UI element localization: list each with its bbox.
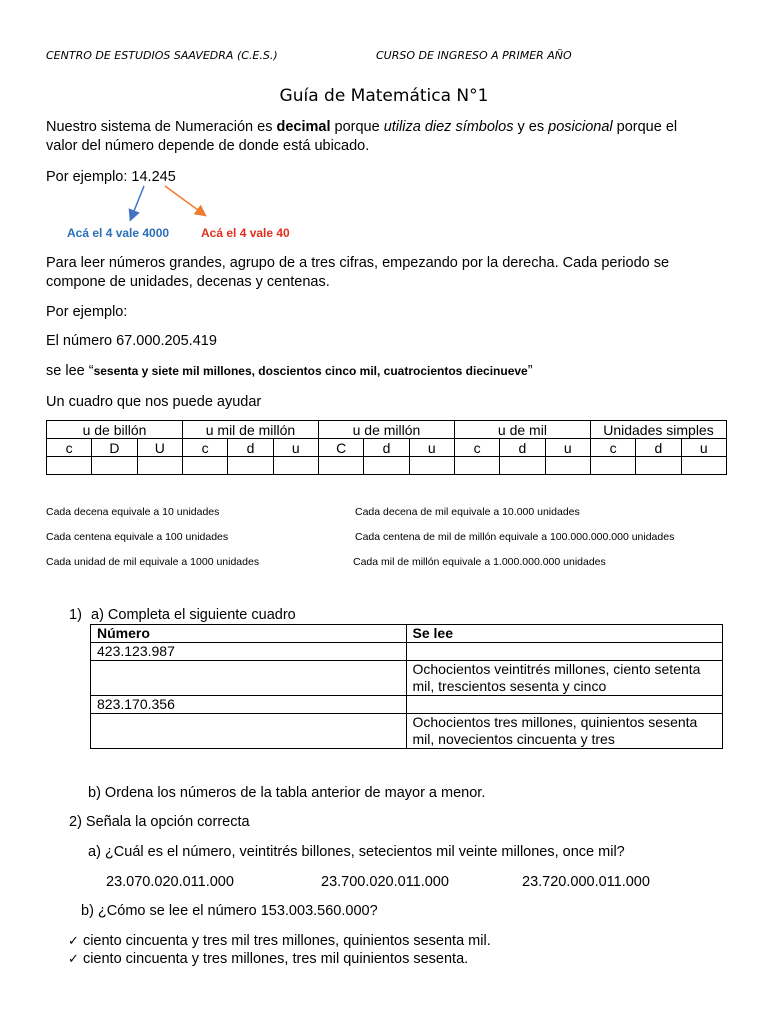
cell-reads-blank[interactable] [406, 643, 723, 661]
sub-header: u [273, 439, 318, 457]
sub-header: d [228, 439, 273, 457]
col-header-reads: Se lee [406, 625, 723, 643]
option-b-1[interactable] [68, 932, 491, 950]
empty-cell[interactable] [590, 457, 635, 475]
intro-italic-1: utiliza diez símbolos [383, 119, 514, 135]
sub-header: U [137, 439, 182, 457]
option-a-1[interactable]: 23.070.020.011.000 [106, 874, 234, 890]
group-simples: Unidades simples [590, 421, 726, 439]
exercise2-question-b: b) ¿Cómo se lee el número 153.003.560.000? [81, 903, 378, 919]
reading-bold: sesenta y siete mil millones, doscientos cinco mil, cuatrocientos diecinueve [93, 364, 528, 378]
arrows-diagram [120, 183, 220, 225]
exercise1-part-b: b) Ordena los números de la tabla anterior de mayor a menor. [88, 785, 486, 801]
sub-header: c [454, 439, 499, 457]
exercise2-title: 2) Señala la opción correcta [69, 814, 250, 830]
equiv-left-1: Cada decena equivale a 10 unidades [46, 506, 220, 518]
option-a-3[interactable]: 23.720.000.011.000 [522, 874, 650, 890]
group-mil-millon: u mil de millón [182, 421, 318, 439]
col-header-number: Número [91, 625, 407, 643]
option-b-2[interactable] [68, 950, 468, 968]
option-b-1-label: ciento cincuenta y tres mil tres millones, quinientos sesenta mil. [82, 933, 491, 949]
note-40: Acá el 4 vale 40 [201, 226, 290, 240]
place-value-table [46, 420, 727, 475]
note-4000: Acá el 4 vale 4000 [67, 226, 170, 240]
equiv-right-3: Cada mil de millón equivale a 1.000.000.000 unidades [353, 556, 606, 568]
cell-number-blank[interactable] [91, 714, 407, 749]
sub-header: D [92, 439, 137, 457]
exercise1-part-a: a) Completa el siguiente cuadro [91, 607, 296, 623]
sub-header: C [318, 439, 363, 457]
page-title: Guía de Matemática N°1 [279, 86, 489, 106]
blue-arrow [132, 186, 144, 216]
cell-reads-blank[interactable] [406, 696, 723, 714]
group-mil: u de mil [454, 421, 590, 439]
intro-text-1: Nuestro sistema de Numeración es [46, 119, 277, 135]
example2-reading [46, 362, 533, 380]
sub-header: u [681, 439, 726, 457]
example2-label: Por ejemplo: [46, 304, 128, 320]
equiv-left-3: Cada unidad de mil equivale a 1000 unidades [46, 556, 260, 568]
reading-prefix: se lee “ [46, 363, 94, 379]
cell-reads: Ochocientos veintitrés millones, ciento setenta mil, trescientos sesenta y cinco [406, 661, 723, 696]
para2-line-1: Para leer números grandes, agrupo de a tres cifras, empezando por la derecha. Cada periodo se [46, 255, 670, 271]
option-b-2-label: ciento cincuenta y tres millones, tres mil quinientos sesenta. [82, 951, 469, 967]
empty-cell[interactable] [681, 457, 726, 475]
intro-line-2: valor del número depende de donde está ubicado. [46, 138, 370, 154]
empty-cell[interactable] [137, 457, 182, 475]
exercise1-table [90, 624, 723, 749]
intro-text-2: porque [330, 119, 384, 135]
intro-bold-decimal: decimal [276, 119, 331, 135]
empty-cell[interactable] [92, 457, 137, 475]
sub-header: u [545, 439, 590, 457]
sub-header: d [500, 439, 545, 457]
sub-header: c [47, 439, 92, 457]
empty-cell[interactable] [500, 457, 545, 475]
empty-cell[interactable] [545, 457, 590, 475]
header-course: CURSO DE INGRESO A PRIMER AÑO [376, 49, 572, 62]
empty-cell[interactable] [364, 457, 409, 475]
intro-line-1 [46, 118, 736, 136]
sub-header: c [182, 439, 227, 457]
example2-number: El número 67.000.205.419 [46, 333, 217, 349]
group-millon: u de millón [318, 421, 454, 439]
cell-reads: Ochocientos tres millones, quinientos sesenta mil, novecientos cincuenta y tres [406, 714, 723, 749]
exercise2-question-a: a) ¿Cuál es el número, veintitrés billones, setecientos mil veinte millones, once mil? [88, 844, 625, 860]
cell-number: 423.123.987 [91, 643, 407, 661]
empty-cell[interactable] [182, 457, 227, 475]
cell-number: 823.170.356 [91, 696, 407, 714]
intro-text-4: porque el [612, 119, 678, 135]
exercise1-number: 1) [69, 607, 82, 623]
empty-cell[interactable] [318, 457, 363, 475]
helper-title: Un cuadro que nos puede ayudar [46, 394, 262, 410]
empty-cell[interactable] [47, 457, 92, 475]
reading-suffix: ” [527, 363, 533, 379]
option-a-2[interactable]: 23.700.020.011.000 [321, 874, 449, 890]
header-school: CENTRO DE ESTUDIOS SAAVEDRA (C.E.S.) [46, 49, 278, 62]
empty-cell[interactable] [228, 457, 273, 475]
sub-header: u [409, 439, 454, 457]
sub-header: c [590, 439, 635, 457]
para2-line-2: compone de unidades, decenas y centenas. [46, 274, 330, 290]
equiv-right-1: Cada decena de mil equivale a 10.000 unidades [355, 506, 580, 518]
group-billon: u de billón [47, 421, 183, 439]
intro-italic-2: posicional [548, 119, 613, 135]
intro-text-3: y es [513, 119, 549, 135]
empty-cell[interactable] [273, 457, 318, 475]
check-icon: ✓ [68, 951, 79, 966]
example-label: Por ejemplo: 14.245 [46, 169, 176, 185]
cell-number-blank[interactable] [91, 661, 407, 696]
equiv-left-2: Cada centena equivale a 100 unidades [46, 531, 229, 543]
empty-cell[interactable] [409, 457, 454, 475]
sub-header: d [636, 439, 681, 457]
empty-cell[interactable] [454, 457, 499, 475]
equiv-right-2: Cada centena de mil de millón equivale a 100.000.000.000 unidades [355, 531, 675, 543]
check-icon: ✓ [68, 933, 79, 948]
orange-arrow [165, 186, 202, 213]
sub-header: d [364, 439, 409, 457]
empty-cell[interactable] [636, 457, 681, 475]
